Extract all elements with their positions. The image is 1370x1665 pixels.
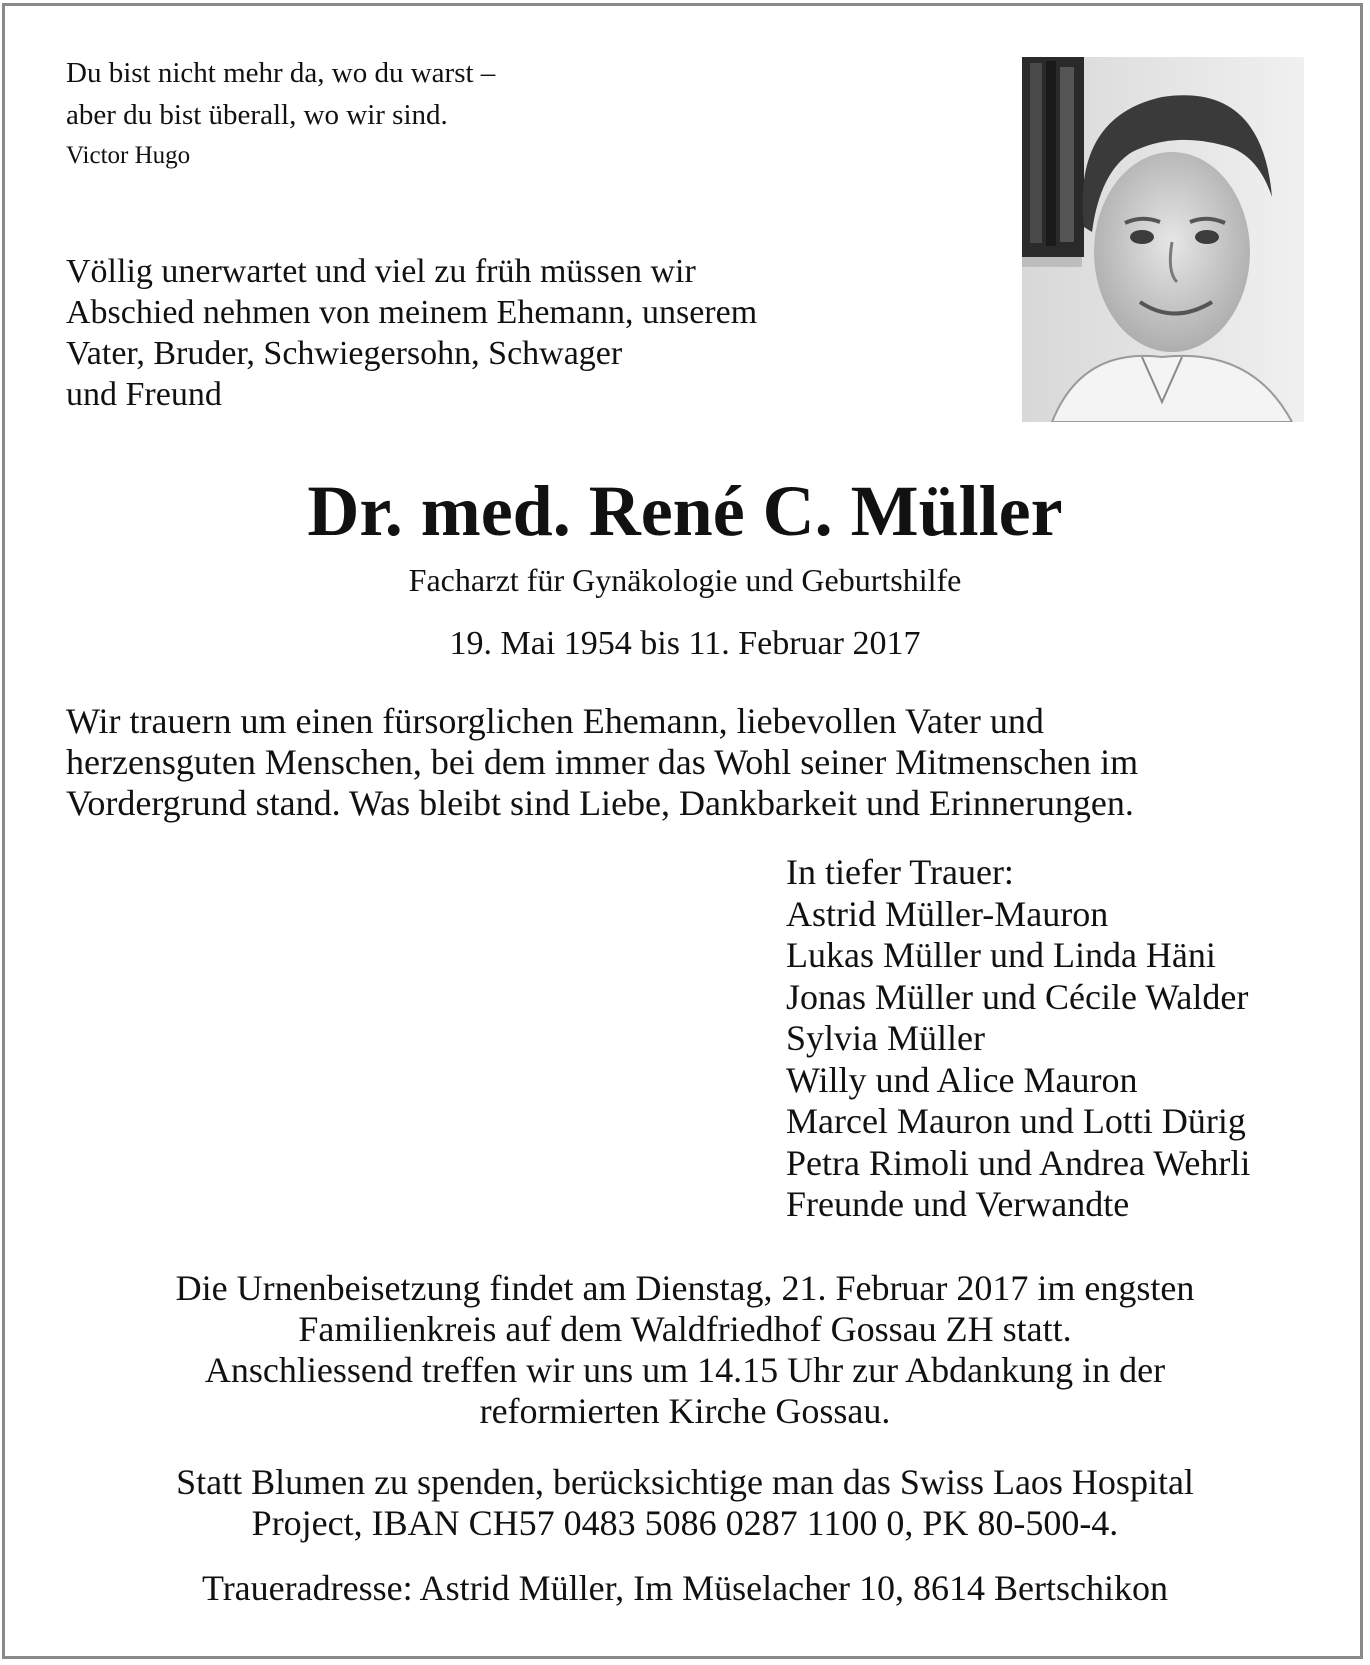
- quote-author: Victor Hugo: [66, 142, 191, 169]
- intro-line: Völlig unerwartet und viel zu früh müssen wir: [66, 253, 696, 290]
- ceremony-line: Die Urnenbeisetzung findet am Dienstag, 21. Februar 2017 im engsten: [175, 1268, 1195, 1308]
- ceremony-line: Anschliessend treffen wir uns um 14.15 Uhr zur Abdankung in der: [204, 1350, 1166, 1390]
- mourner-name: Marcel Mauron und Lotti Dürig: [786, 1101, 1246, 1141]
- intro-text: [66, 251, 757, 415]
- intro-line: Vater, Bruder, Schwiegersohn, Schwager: [66, 335, 623, 372]
- life-dates: 19. Mai 1954 bis 11. Februar 2017: [449, 625, 921, 662]
- intro-line: Abschied nehmen von meinem Ehemann, unserem: [66, 294, 758, 331]
- ceremony-info: [0, 1268, 1370, 1432]
- quote: [66, 52, 495, 136]
- portrait-illustration: [1022, 57, 1304, 422]
- mourner-name: Jonas Müller und Cécile Walder: [786, 976, 1249, 1017]
- donation-line: Statt Blumen zu spenden, berücksichtige man das Swiss Laos Hospital: [176, 1462, 1194, 1502]
- mourner-name: Lukas Müller und Linda Häni: [786, 935, 1216, 975]
- mourner-name: Willy und Alice Mauron: [786, 1059, 1138, 1100]
- tribute-line: Vordergrund stand. Was bleibt sind Liebe, Dankbarkeit und Erinnerungen.: [66, 783, 1134, 823]
- tribute-text: [66, 701, 1138, 824]
- deceased-name: Dr. med. René C. Müller: [307, 471, 1063, 551]
- deceased-profession: Facharzt für Gynäkologie und Geburtshilfe: [408, 562, 962, 598]
- tribute-line: Wir trauern um einen fürsorglichen Ehemann, liebevollen Vater und: [66, 701, 1044, 741]
- donation-line: Project, IBAN CH57 0483 5086 0287 1100 0, PK 80-500-4.: [251, 1503, 1119, 1543]
- mourner-name: Petra Rimoli und Andrea Wehrli: [786, 1142, 1251, 1183]
- ceremony-line: reformierten Kirche Gossau.: [479, 1391, 891, 1431]
- mourner-name: Sylvia Müller: [786, 1018, 985, 1058]
- donation-info: [0, 1462, 1370, 1544]
- quote-line: Du bist nicht mehr da, wo du warst –: [66, 57, 496, 89]
- mourning-address: Traueradresse: Astrid Müller, Im Müselacher 10, 8614 Bertschikon: [201, 1568, 1169, 1608]
- ceremony-line: Familienkreis auf dem Waldfriedhof Gossau ZH statt.: [298, 1309, 1072, 1349]
- intro-line: und Freund: [66, 376, 222, 413]
- portrait-photo: [1022, 57, 1304, 422]
- mourner-name: Astrid Müller-Mauron: [786, 893, 1109, 934]
- mourner-name: Freunde und Verwandte: [786, 1184, 1130, 1224]
- mourners-list: [786, 852, 1250, 1226]
- quote-line: aber du bist überall, wo wir sind.: [66, 99, 448, 131]
- tribute-line: herzensguten Menschen, bei dem immer das Wohl seiner Mitmenschen im: [66, 742, 1139, 782]
- mourners-heading: In tiefer Trauer:: [786, 852, 1014, 892]
